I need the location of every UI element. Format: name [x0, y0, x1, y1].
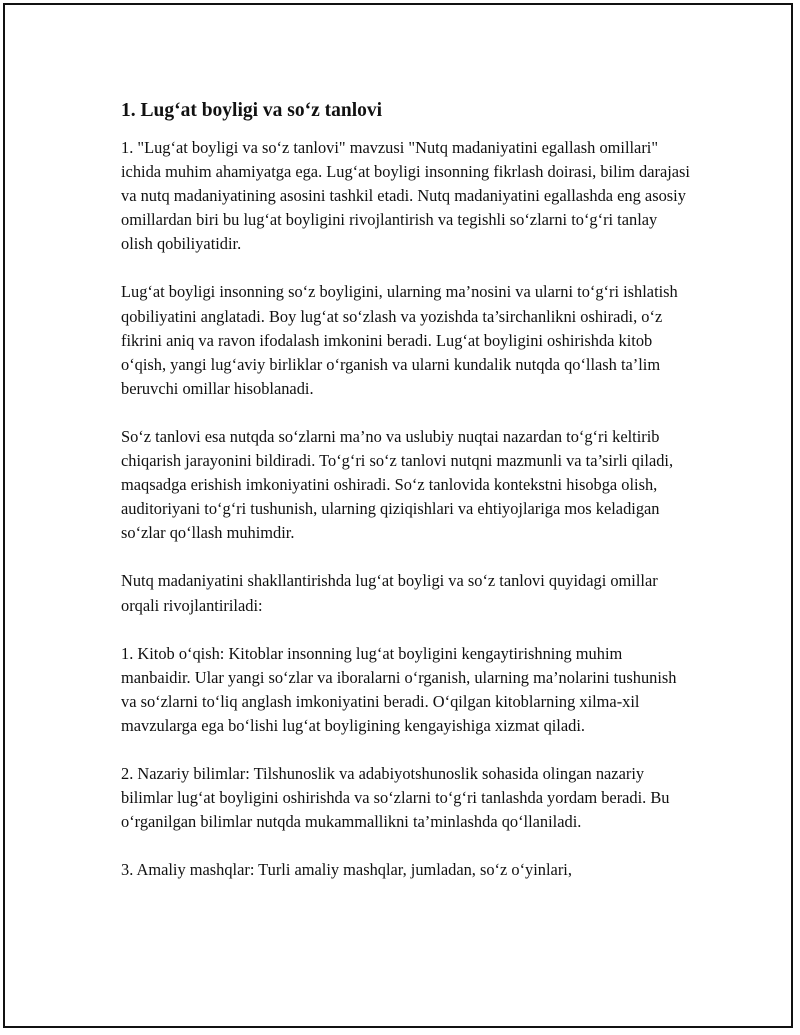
paragraph-word-choice: So‘z tanlovi esa nutqda so‘zlarni ma’no va uslubiy nuqtai nazardan to‘g‘ri keltirib chiqarish jarayonini bildiradi. To‘g‘ri so‘z tanlovi nutqni mazmunli va ta’sirli qiladi, maqsadga erishish imkoniyatini oshiradi. So‘z tanlovida kontekstni hisobga olish, auditoriyani to‘g‘ri tushunish, ularning qiziqishlari va ehtiyojlariga mos keladigan so‘zlar qo‘llash muhimdir.	[121, 426, 674, 543]
document-content	[121, 97, 691, 882]
list-item-theory: 2. Nazariy bilimlar: Tilshunoslik va adabiyotshunoslik sohasida olingan nazariy bilimlar lug‘at boyligini oshirishda va so‘zlarni to‘g‘ri tanlashda yordam beradi. Bu o‘rganilgan bilimlar nutqda mukammallikni ta’minlashda qo‘llaniladi.	[121, 763, 670, 832]
section-heading: 1. Lug‘at boyligi va so‘z tanlovi	[121, 100, 383, 121]
document-page	[3, 3, 793, 1028]
document-body	[121, 136, 691, 882]
list-item-reading: 1. Kitob o‘qish: Kitoblar insonning lug‘at boyligini kengaytirishning muhim manbaidir. Ular yangi so‘zlar va iboralarni o‘rganish, ularning ma’nolarini tushunish va so‘zlarni to‘liq anglash imkoniyatini beradi. O‘qilgan kitoblarning xilma-xil mavzularga ega bo‘lishi lug‘at boyligining kengayishiga xizmat qiladi.	[121, 643, 677, 735]
list-item-exercises: 3. Amaliy mashqlar: Turli amaliy mashqlar, jumladan, so‘z o‘yinlari,	[121, 860, 572, 880]
paragraph-intro: 1. "Lug‘at boyligi va so‘z tanlovi" mavzusi "Nutq madaniyatini egallash omillari" ichida muhim ahamiyatga ega. Lug‘at boyligi insonning fikrlash doirasi, bilim darajasi va nutq madaniyatining asosini tashkil etadi. Nutq madaniyatini egallashda eng asosiy omillardan biri bu lug‘at boyligini rivojlantirish va tegishli so‘zlarni to‘g‘ri tanlay olish qobiliyatidir.	[121, 138, 690, 254]
paragraph-factors-intro: Nutq madaniyatini shakllantirishda lug‘at boyligi va so‘z tanlovi quyidagi omillar orqali rivojlantiriladi:	[121, 571, 658, 615]
paragraph-vocabulary: Lug‘at boyligi insonning so‘z boyligini, ularning ma’nosini va ularni to‘g‘ri ishlatish qobiliyatini anglatadi. Boy lug‘at so‘zlash va yozishda ta’sirchanlikni oshiradi, o‘z fikrini aniq va ravon ifodalash imkonini beradi. Lug‘at boyligini oshirishda kitob o‘qish, yangi lug‘aviy birliklar o‘rganish va ularni kundalik nutqda qo‘llash ta’lim beruvchi omillar hisoblanadi.	[121, 282, 678, 398]
